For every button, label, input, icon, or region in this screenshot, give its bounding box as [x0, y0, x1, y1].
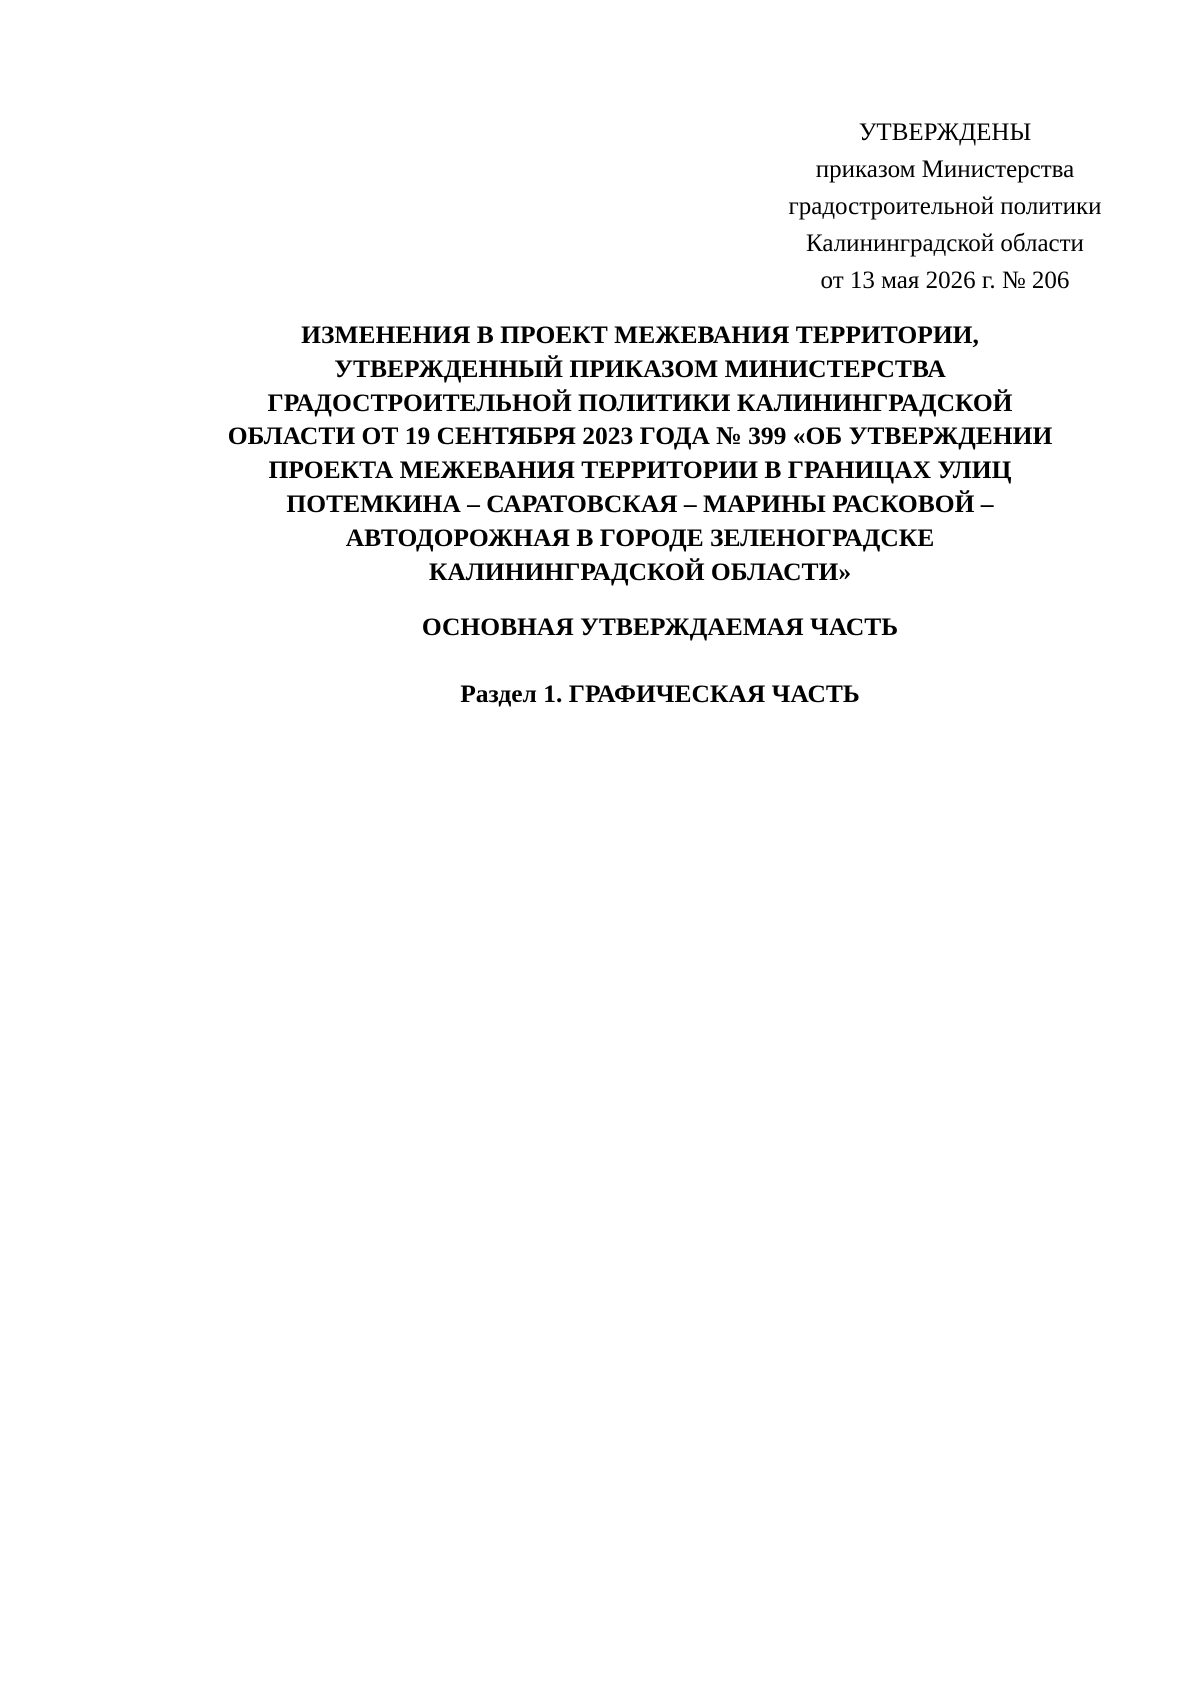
approval-line-order: приказом Министерства [815, 156, 1075, 183]
part-heading: ОСНОВНАЯ УТВЕРЖДАЕМАЯ ЧАСТЬ [421, 612, 899, 641]
title-line: КАЛИНИНГРАДСКОЙ ОБЛАСТИ» [428, 556, 852, 586]
title-line: ГРАДОСТРОИТЕЛЬНОЙ ПОЛИТИКИ КАЛИНИНГРАДСКОЙ [267, 387, 1013, 417]
approval-line-region: Калининградской области [806, 230, 1084, 257]
title-line: ПОТЕМКИНА – САРАТОВСКАЯ – МАРИНЫ РАСКОВОЙ – [286, 488, 994, 518]
approval-stamp-block [745, 114, 1145, 299]
approval-line-ministry: градостроительной политики [788, 193, 1102, 220]
title-line: АВТОДОРОЖНАЯ В ГОРОДЕ ЗЕЛЕНОГРАДСКЕ [345, 522, 935, 552]
title-line: УТВЕРЖДЕННЫЙ ПРИКАЗОМ МИНИСТЕРСТВА [334, 353, 946, 383]
approval-line-approved: УТВЕРЖДЕНЫ [858, 119, 1032, 146]
document-title [150, 318, 1130, 588]
approval-line-date-number: от 13 мая 2026 г. № 206 [820, 267, 1070, 294]
title-line: ПРОЕКТА МЕЖЕВАНИЯ ТЕРРИТОРИИ В ГРАНИЦАХ УЛИЦ [268, 455, 1012, 485]
title-line: ОБЛАСТИ ОТ 19 СЕНТЯБРЯ 2023 ГОДА № 399 «ОБ УТВЕРЖДЕНИИ [227, 421, 1053, 451]
title-line: ИЗМЕНЕНИЯ В ПРОЕКТ МЕЖЕВАНИЯ ТЕРРИТОРИИ, [301, 320, 979, 349]
section-heading: Раздел 1. ГРАФИЧЕСКАЯ ЧАСТЬ [460, 679, 860, 708]
